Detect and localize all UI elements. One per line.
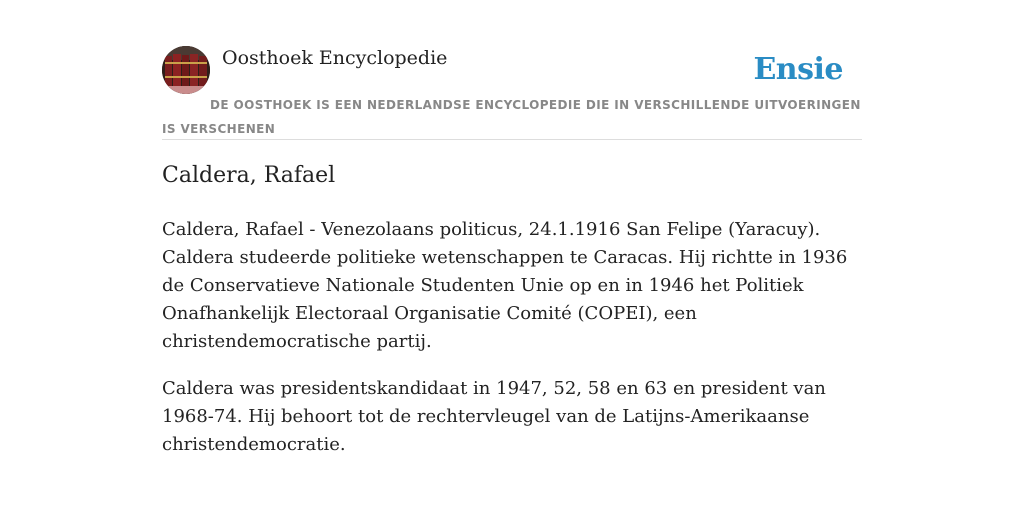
source-description: DE OOSTHOEK IS EEN NEDERLANDSE ENCYCLOPEDIE DIE IN VERSCHILLENDE UITVOERINGEN IS VERSCHENEN xyxy=(162,98,861,136)
article-body xyxy=(162,216,867,478)
article-title: Caldera, Rafael xyxy=(162,163,336,188)
article-paragraph: Caldera, Rafael - Venezolaans politicus, 24.1.1916 San Felipe (Yaracuy). Caldera studeerde politieke wetenschappen te Caracas. Hij richtte in 1936 de Conservatieve Nationale Studenten Unie op en in 1946 het Politiek Onafhankelijk Electoraal Organisatie Comité (COPEI), een christendemocratische partij. xyxy=(162,219,848,352)
header-divider xyxy=(162,139,862,140)
source-avatar[interactable] xyxy=(162,46,210,94)
source-title[interactable]: Oosthoek Encyclopedie xyxy=(222,47,448,69)
book-spines-icon xyxy=(162,46,210,94)
brand-logo[interactable]: Ensie xyxy=(753,52,843,87)
article-paragraph: Caldera was presidentskandidaat in 1947, 52, 58 en 63 en president van 1968-74. Hij behoort tot de rechtervleugel van de Latijns-Amerikaanse christendemocratie. xyxy=(162,378,826,455)
